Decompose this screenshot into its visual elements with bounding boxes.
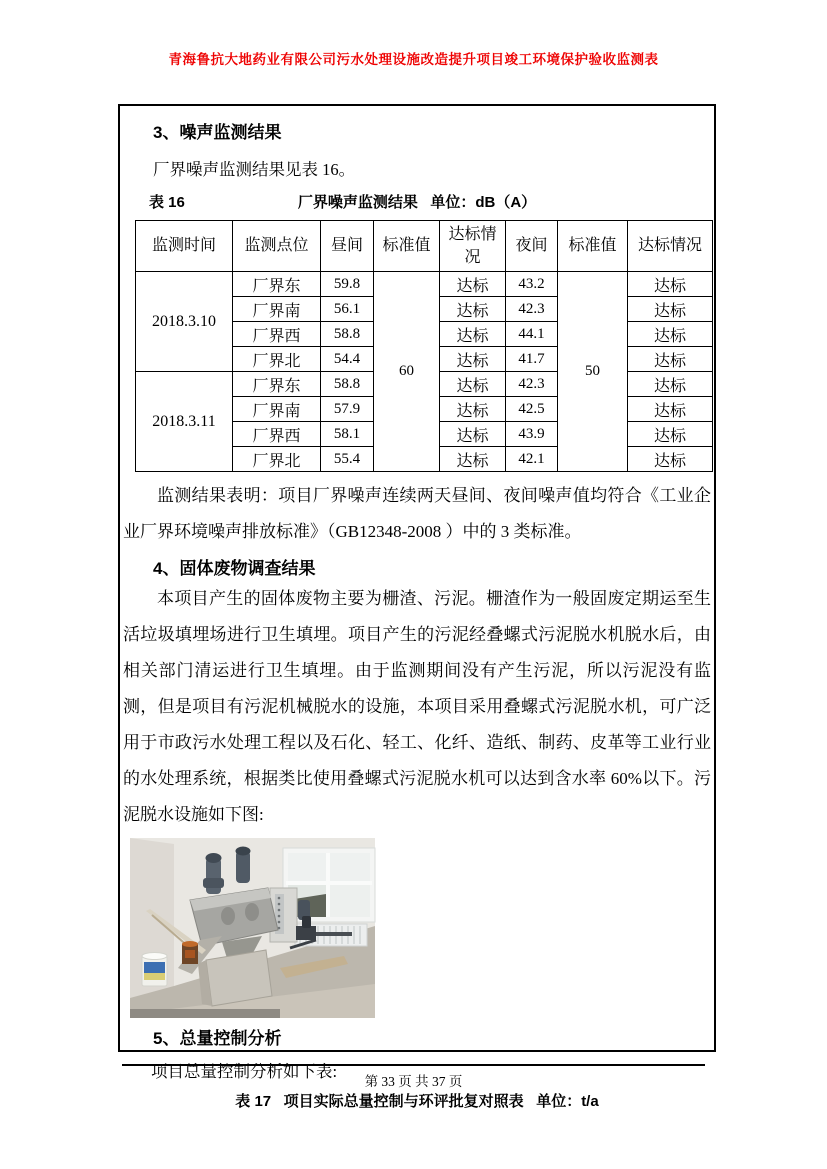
col-header-day: 昼间 (321, 221, 374, 272)
day-value: 56.1 (321, 297, 374, 322)
col-header-day-standard: 标准值 (374, 221, 440, 272)
document-header-title: 青海鲁抗大地药业有限公司污水处理设施改造提升项目竣工环境保护验收监测表 (168, 52, 659, 67)
day-compliance: 达标 (440, 422, 506, 447)
point-cell: 厂界北 (233, 447, 321, 472)
night-standard-cell: 50 (558, 272, 628, 472)
day-compliance: 达标 (440, 347, 506, 372)
table-header-row (136, 221, 713, 272)
section5-heading: 5、总量控制分析 (153, 1029, 282, 1048)
point-cell: 厂界西 (233, 422, 321, 447)
night-compliance: 达标 (628, 347, 713, 372)
col-header-time: 监测时间 (136, 221, 233, 272)
day-compliance: 达标 (440, 372, 506, 397)
day-value: 58.1 (321, 422, 374, 447)
section4-heading: 4、固体废物调查结果 (153, 559, 316, 578)
section3-heading: 3、噪声监测结果 (153, 123, 282, 142)
night-value: 42.3 (506, 297, 558, 322)
day-standard-cell: 60 (374, 272, 440, 472)
night-compliance: 达标 (628, 297, 713, 322)
point-cell: 厂界东 (233, 372, 321, 397)
night-compliance: 达标 (628, 422, 713, 447)
day-compliance: 达标 (440, 272, 506, 297)
section3-result-text: 监测结果表明：项目厂界噪声连续两天昼间、夜间噪声值均符合《工业企业厂界环境噪声排放标准》（GB12348-2008 ）中的 3 类标准。 (123, 486, 711, 541)
point-cell: 厂界南 (233, 397, 321, 422)
page-number: 第 33 页 共 37 页 (364, 1074, 463, 1089)
day-compliance: 达标 (440, 397, 506, 422)
night-value: 42.3 (506, 372, 558, 397)
day-compliance: 达标 (440, 322, 506, 347)
night-compliance: 达标 (628, 447, 713, 472)
table16-title: 厂界噪声监测结果 单位：dB（A） (297, 194, 537, 211)
day-compliance: 达标 (440, 297, 506, 322)
day-value: 58.8 (321, 372, 374, 397)
footer-divider (122, 1064, 705, 1066)
point-cell: 厂界东 (233, 272, 321, 297)
point-cell: 厂界南 (233, 297, 321, 322)
col-header-day-compliance: 达标情况 (440, 221, 506, 272)
point-cell: 厂界北 (233, 347, 321, 372)
night-value: 43.2 (506, 272, 558, 297)
table17-label: 表 17 (235, 1093, 272, 1110)
night-compliance: 达标 (628, 322, 713, 347)
night-value: 43.9 (506, 422, 558, 447)
table17-caption (123, 1090, 711, 1111)
date-cell: 2018.3.10 (136, 272, 233, 372)
col-header-night: 夜间 (506, 221, 558, 272)
noise-monitoring-table (135, 220, 713, 472)
night-compliance: 达标 (628, 372, 713, 397)
day-value: 55.4 (321, 447, 374, 472)
day-value: 57.9 (321, 397, 374, 422)
table-row (136, 272, 713, 297)
section5-intro: 项目总量控制分析如下表: (151, 1062, 338, 1081)
table16-caption (123, 191, 711, 215)
night-compliance: 达标 (628, 397, 713, 422)
night-value: 44.1 (506, 322, 558, 347)
section3-intro: 厂界噪声监测结果见表 16。 (153, 160, 356, 179)
day-value: 58.8 (321, 322, 374, 347)
day-compliance: 达标 (440, 447, 506, 472)
col-header-night-compliance: 达标情况 (628, 221, 713, 272)
day-value: 59.8 (321, 272, 374, 297)
col-header-point: 监测点位 (233, 221, 321, 272)
night-value: 42.5 (506, 397, 558, 422)
table16-label: 表 16 (149, 194, 185, 211)
date-cell: 2018.3.11 (136, 372, 233, 472)
day-value: 54.4 (321, 347, 374, 372)
sludge-dewatering-machine-photo (130, 838, 375, 1018)
col-header-night-standard: 标准值 (558, 221, 628, 272)
table17-unit: 单位：t/a (536, 1093, 599, 1110)
section4-body-text: 本项目产生的固体废物主要为栅渣、污泥。栅渣作为一般固废定期运至生活垃圾填埋场进行卫生填埋。项目产生的污泥经叠螺式污泥脱水机脱水后，由相关部门清运进行卫生填埋。由于监测期间没有产生污泥，所以污泥没有监测，但是项目有污泥机械脱水的设施，本项目采用叠螺式污泥脱水机，可广泛用于市政污水处理工程以及石化、轻工、化纤、造纸、制药、皮革等工业行业的水处理系统，根据类比使用叠螺式污泥脱水机可以达到含水率 60%以下。污泥脱水设施如下图: (123, 589, 711, 824)
night-compliance: 达标 (628, 272, 713, 297)
night-value: 41.7 (506, 347, 558, 372)
table17-title: 项目实际总量控制与环评批复对照表 (283, 1093, 524, 1110)
night-value: 42.1 (506, 447, 558, 472)
point-cell: 厂界西 (233, 322, 321, 347)
